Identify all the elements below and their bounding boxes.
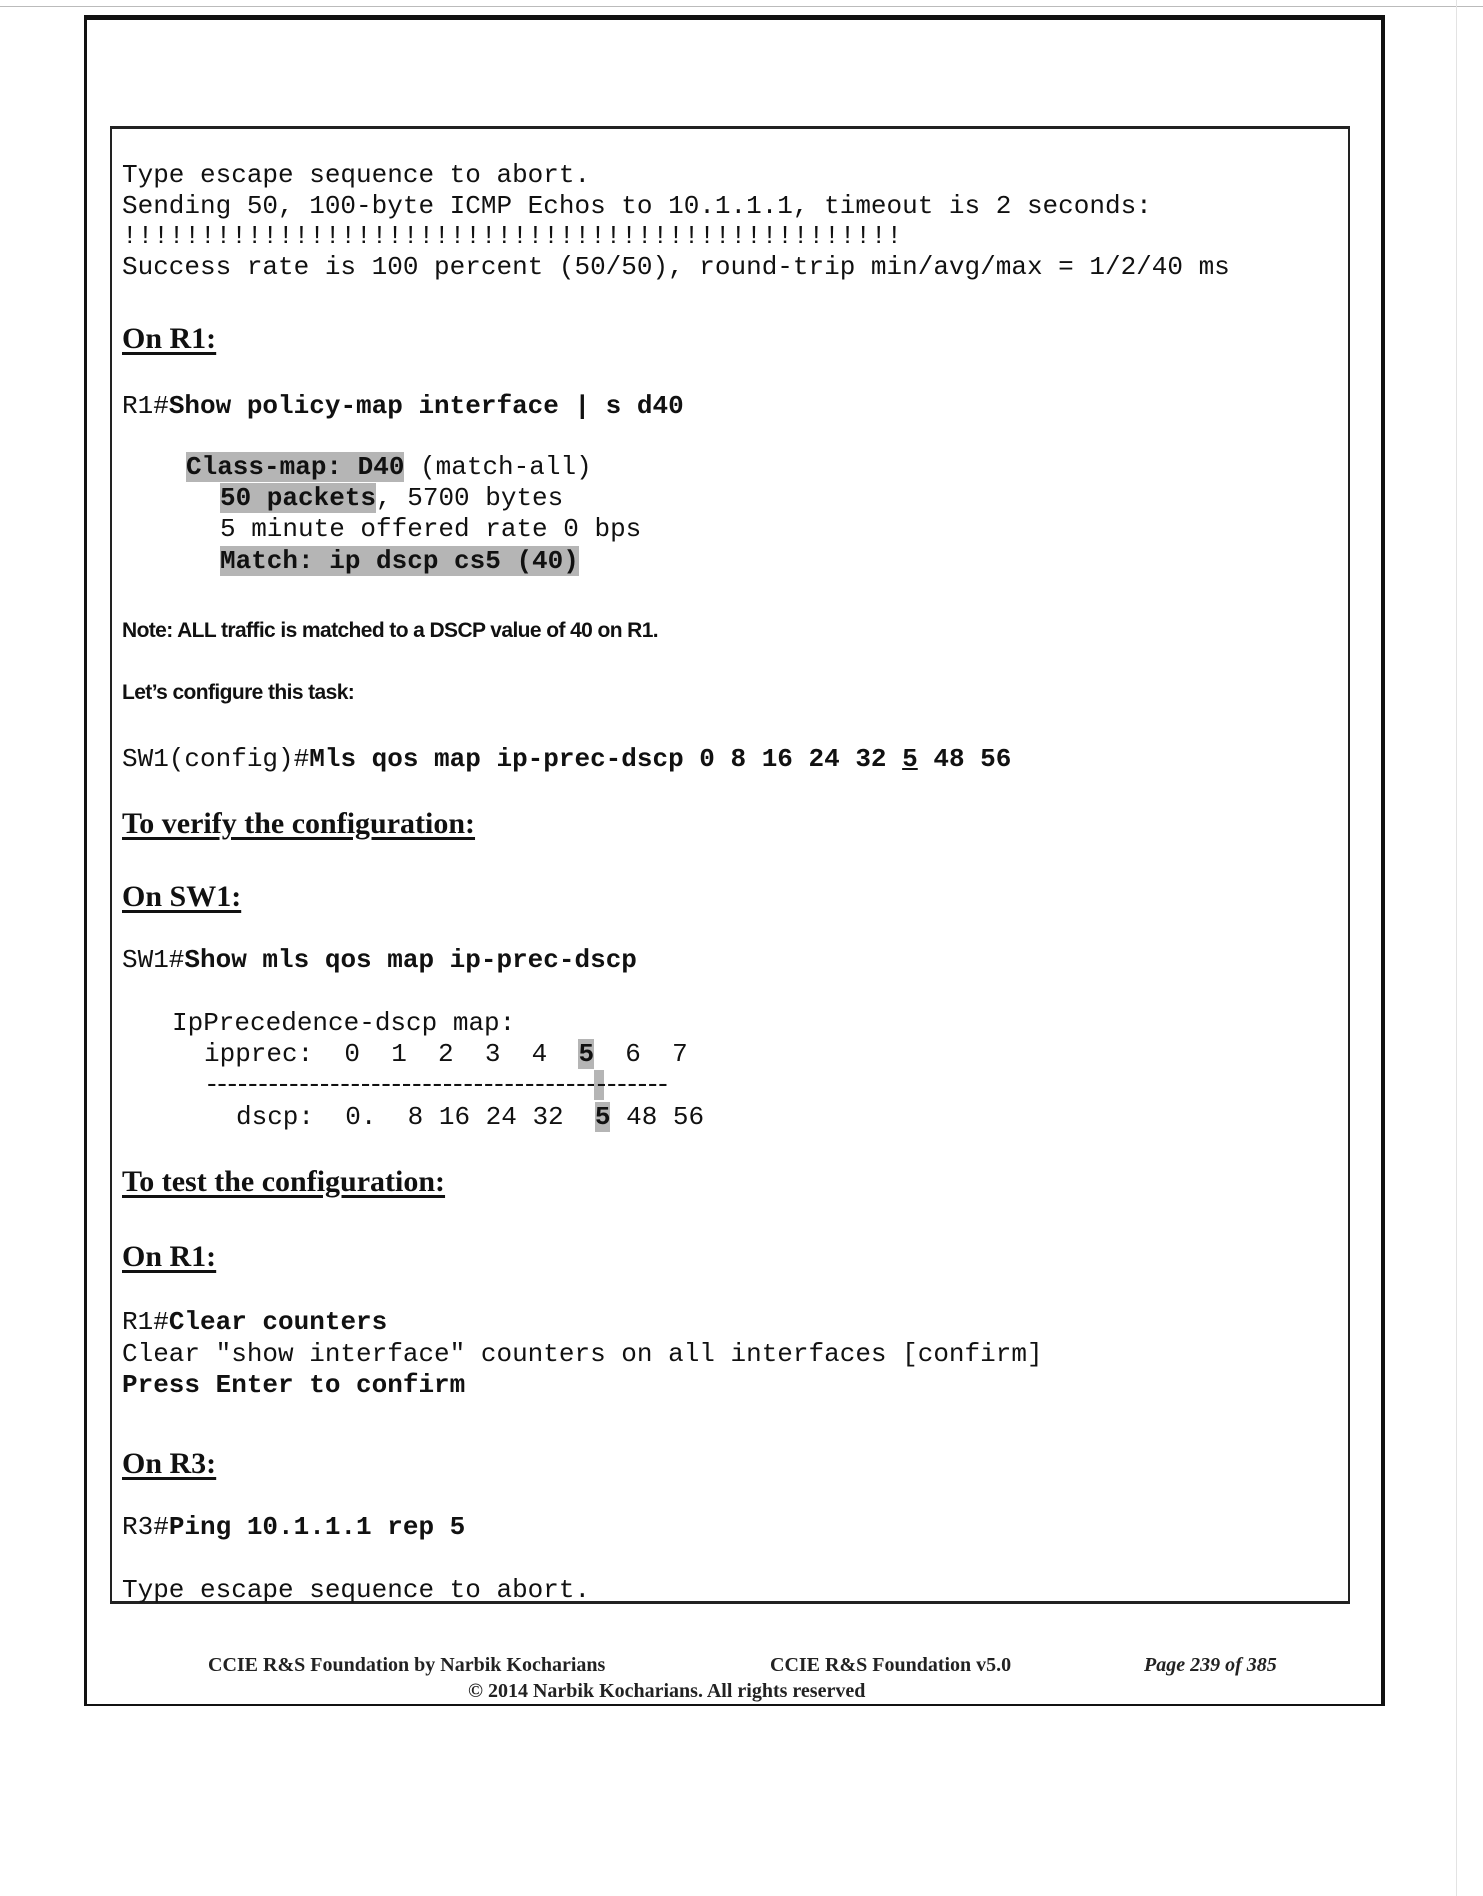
ping-output-line: Sending 50, 100-byte ICMP Echos to 10.1.1.1, timeout is 2 seconds: [122,191,1152,221]
ipprec-row [204,1039,688,1069]
ipprec-values: 0 1 2 3 4 [313,1039,579,1069]
dscp-row [236,1102,704,1132]
config-command-line [122,744,1011,774]
highlighted-value: 5 [594,1102,611,1132]
map-title: IpPrecedence-dscp map: [172,1008,516,1038]
verify-heading: To verify the configuration: [122,807,476,840]
ping-command-line [122,1512,465,1542]
scan-artifact-line [1456,0,1457,1896]
highlighted-text: Match: ip dscp cs5 (40) [220,546,579,576]
classmap-line [186,452,592,482]
configure-label: Let’s configure this task: [122,681,355,704]
dscp-values: 0. 8 16 24 32 [314,1102,595,1132]
clear-command-line [122,1307,387,1337]
ipprec-label: ipprec: [204,1039,314,1069]
packets-line [220,483,563,513]
cli-prompt: R1# [122,1307,169,1337]
separator: ------ [603,1070,666,1100]
cli-prompt: R3# [122,1512,169,1542]
underlined-value: 5 [902,744,918,774]
footer-author: CCIE R&S Foundation by Narbik Kocharians [208,1654,606,1676]
show-map-command-line [122,945,637,975]
dscp-values: 48 56 [610,1102,705,1132]
highlighted-value: 5 [578,1039,595,1069]
footer-title: CCIE R&S Foundation v5.0 [770,1654,1012,1676]
ping-output-line: Type escape sequence to abort. [122,1575,591,1605]
cli-command: 48 56 [917,744,1012,774]
ping-output-line: Success rate is 100 percent (50/50), round-trip min/avg/max = 1/2/40 ms [122,252,1230,282]
highlighted-text: Class-map: D40 [186,452,405,482]
dscp-label: dscp: [236,1102,315,1132]
ipprec-values: 6 7 [594,1039,688,1069]
cli-prompt: SW1# [122,945,185,975]
bytes-count: , 5700 bytes [376,483,564,513]
highlighted-separator: - [593,1070,604,1100]
ping-output-line: Type escape sequence to abort. [122,160,591,190]
clear-output-line: Clear "show interface" counters on all interfaces [confirm] [122,1339,1043,1369]
section-heading-on-sw1: On SW1: [122,880,242,913]
cli-command: Show policy-map interface | s d40 [168,391,684,421]
cli-command: Ping 10.1.1.1 rep 5 [168,1512,466,1542]
note-text: Note: ALL traffic is matched to a DSCP value of 40 on R1. [122,619,659,642]
highlighted-text: 50 packets [220,483,377,513]
separator: -------------------------------------- [204,1070,594,1100]
match-line [220,546,579,576]
test-heading: To test the configuration: [122,1165,446,1198]
section-heading-on-r3: On R3: [122,1447,217,1480]
press-enter-line: Press Enter to confirm [122,1370,466,1400]
page-number: Page 239 of 385 [1144,1654,1277,1676]
scan-artifact-line [0,6,1483,7]
section-heading-on-r1: On R1: [122,322,217,355]
section-heading-on-r1: On R1: [122,1240,217,1273]
footer-copyright: © 2014 Narbik Kocharians. All rights reserved [468,1680,866,1702]
cli-command: Clear counters [168,1307,388,1337]
cli-command: Mls qos map ip-prec-dscp 0 8 16 24 32 [309,744,903,774]
policy-map-command-line [122,391,684,421]
rate-line: 5 minute offered rate 0 bps [220,514,642,544]
separator-row [204,1070,665,1100]
cli-prompt: R1# [122,391,169,421]
ping-output-line: !!!!!!!!!!!!!!!!!!!!!!!!!!!!!!!!!!!!!!!!!!!!!!!!!! [122,221,903,251]
cli-command: Show mls qos map ip-prec-dscp [184,945,637,975]
cli-prompt: SW1(config)# [122,744,310,774]
classmap-type: (match-all) [404,452,592,482]
